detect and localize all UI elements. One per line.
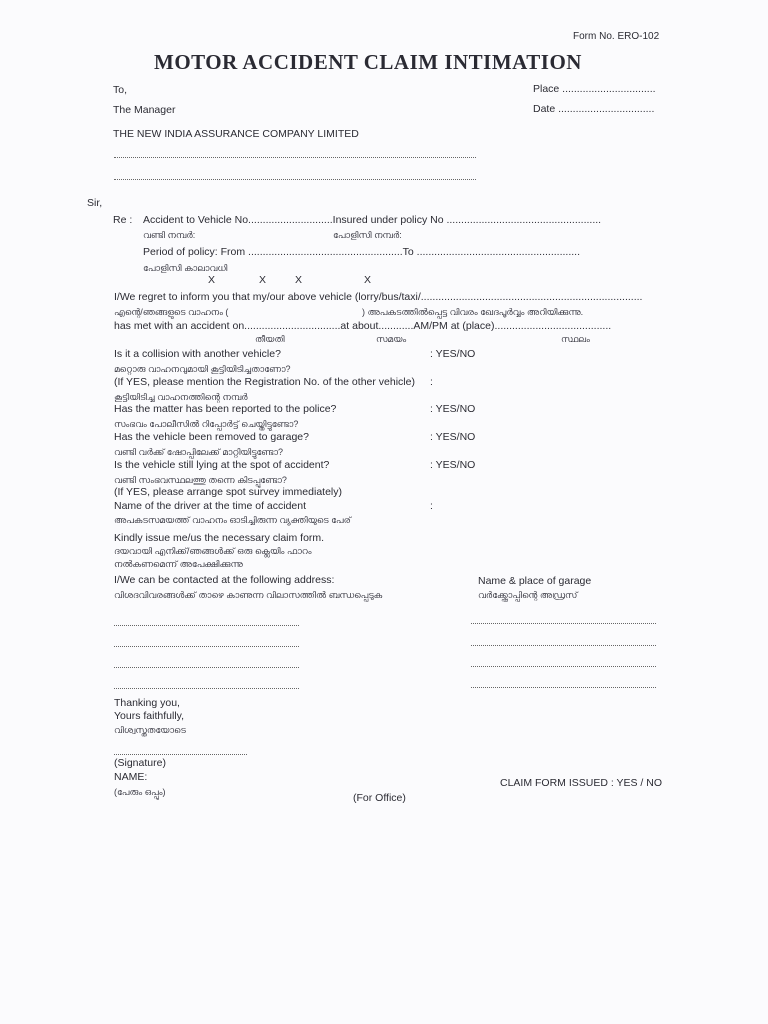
regret-line[interactable]: I/We regret to inform you that my/our above vehicle (lorry/bus/taxi/............................................................................ bbox=[114, 291, 643, 303]
question-spot-ml: വണ്ടി സംഭവസ്ഥലത്തു തന്നെ കിടപ്പുണ്ടോ? bbox=[114, 475, 287, 485]
x-mark: X bbox=[364, 274, 372, 286]
answer-police[interactable]: : YES/NO bbox=[430, 403, 476, 415]
garage-address-line[interactable] bbox=[471, 623, 656, 624]
page-title: MOTOR ACCIDENT CLAIM INTIMATION bbox=[154, 50, 582, 74]
place-field[interactable]: Place ................................ bbox=[533, 83, 656, 95]
company-name: THE NEW INDIA ASSURANCE COMPANY LIMITED bbox=[113, 128, 359, 140]
for-office-label: (For Office) bbox=[353, 792, 406, 804]
time-ml: സമയം bbox=[376, 334, 407, 344]
name-label-ml: (പേരും ഒപ്പും) bbox=[114, 787, 166, 797]
question-driver-ml: അപകടസമയത്ത് വാഹനം ഓടിച്ചിരുന്ന വ്യക്തിയുടെ പേര് bbox=[114, 515, 351, 525]
garage-label: Name & place of garage bbox=[478, 575, 592, 587]
contact-label-ml: വിശദവിവരങ്ങൾക്ക് താഴെ കാണുന്ന വിലാസത്തിൽ ബന്ധപ്പെടുക bbox=[114, 590, 383, 600]
garage-address-line[interactable] bbox=[471, 645, 656, 646]
address-line-2[interactable] bbox=[114, 179, 476, 180]
x-mark: X bbox=[295, 274, 303, 286]
answer-spot[interactable]: : YES/NO bbox=[430, 459, 476, 471]
accident-vehicle-line[interactable]: Accident to Vehicle No.............................Insured under policy No ..................................................... bbox=[143, 214, 602, 226]
vehicle-no-ml: വണ്ടി നമ്പർ: bbox=[143, 230, 196, 240]
regret-ml-2: ) അപകടത്തിൽപ്പെട്ട വിവരം ഖേദപൂർവ്വം അറിയിക്കുന്നു. bbox=[362, 307, 584, 317]
name-label: NAME: bbox=[114, 771, 148, 783]
claim-form-issued[interactable]: CLAIM FORM ISSUED : YES / NO bbox=[500, 777, 663, 789]
question-police-ml: സംഭവം പോലീസിൽ റിപ്പോർട്ട് ചെയ്തിട്ടുണ്ടോ? bbox=[114, 419, 299, 429]
accident-details-line[interactable]: has met with an accident on.................................at about............AM/PM at (place)........................................ bbox=[114, 320, 612, 332]
question-garage-ml: വണ്ടി വർക്ക് ഷോപ്പിലേക്ക് മാറ്റിയിട്ടുണ്ടോ? bbox=[114, 447, 284, 457]
question-police: Has the matter has been reported to the police? bbox=[114, 403, 337, 415]
manager-label: The Manager bbox=[113, 104, 176, 116]
thanking-text: Thanking you, bbox=[114, 697, 180, 709]
question-other-vehicle: (If YES, please mention the Registration No. of the other vehicle) bbox=[114, 376, 415, 388]
claim-request-ml-2: നൽകണമെന്ന് അപേക്ഷിക്കുന്നു bbox=[114, 559, 243, 569]
answer-driver[interactable]: : bbox=[430, 500, 433, 512]
x-mark: X bbox=[208, 274, 216, 286]
yours-faithfully: Yours faithfully, bbox=[114, 710, 185, 722]
garage-address-line[interactable] bbox=[471, 666, 656, 667]
salutation: Sir, bbox=[87, 197, 103, 209]
question-garage: Has the vehicle been removed to garage? bbox=[114, 431, 309, 443]
date-ml: തീയതി bbox=[255, 334, 285, 344]
question-collision-ml: മറ്റൊരു വാഹനവുമായി കൂട്ടിയിടിച്ചതാണോ? bbox=[114, 364, 291, 374]
question-spot: Is the vehicle still lying at the spot of accident? bbox=[114, 459, 330, 471]
policy-period-line[interactable]: Period of policy: From .....................................................To ........................................................ bbox=[143, 246, 581, 258]
x-mark: X bbox=[259, 274, 267, 286]
regret-ml-1: എന്റെ/ഞങ്ങളുടെ വാഹനം ( bbox=[114, 307, 229, 317]
signature-label: (Signature) bbox=[114, 757, 166, 769]
claim-request: Kindly issue me/us the necessary claim form. bbox=[114, 532, 325, 544]
date-field[interactable]: Date ................................. bbox=[533, 103, 655, 115]
question-collision: Is it a collision with another vehicle? bbox=[114, 348, 281, 360]
yours-faithfully-ml: വിശ്വസ്തതയോടെ bbox=[114, 725, 186, 735]
garage-address-line[interactable] bbox=[471, 687, 656, 688]
contact-address-line[interactable] bbox=[114, 688, 299, 689]
re-label: Re : bbox=[113, 214, 133, 226]
contact-address-line[interactable] bbox=[114, 667, 299, 668]
garage-label-ml: വർക്ക്ഷോപ്പിന്റെ അഡ്രസ് bbox=[478, 590, 578, 600]
to-label: To, bbox=[113, 84, 128, 96]
place-ml: സ്ഥലം bbox=[561, 334, 590, 344]
answer-other-vehicle[interactable]: : bbox=[430, 376, 433, 388]
spot-survey-note: (If YES, please arrange spot survey immediately) bbox=[114, 486, 342, 498]
answer-collision[interactable]: : YES/NO bbox=[430, 348, 476, 360]
contact-address-line[interactable] bbox=[114, 646, 299, 647]
contact-label: I/We can be contacted at the following address: bbox=[114, 574, 335, 586]
address-line-1[interactable] bbox=[114, 157, 476, 158]
policy-period-ml: പോളിസി കാലാവധി bbox=[143, 263, 228, 273]
form-number: Form No. ERO-102 bbox=[573, 31, 660, 42]
signature-line[interactable] bbox=[114, 754, 247, 755]
claim-request-ml-1: ദയവായി എനിക്ക്/ഞങ്ങൾക്ക് ഒരു ക്ലെയിം ഫാറം bbox=[114, 546, 312, 556]
policy-no-ml: പോളിസി നമ്പർ: bbox=[333, 230, 402, 240]
question-other-vehicle-ml: കൂട്ടിയിടിച്ച വാഹനത്തിന്റെ നമ്പർ bbox=[114, 392, 248, 402]
contact-address-line[interactable] bbox=[114, 625, 299, 626]
question-driver: Name of the driver at the time of accident bbox=[114, 500, 307, 512]
answer-garage[interactable]: : YES/NO bbox=[430, 431, 476, 443]
